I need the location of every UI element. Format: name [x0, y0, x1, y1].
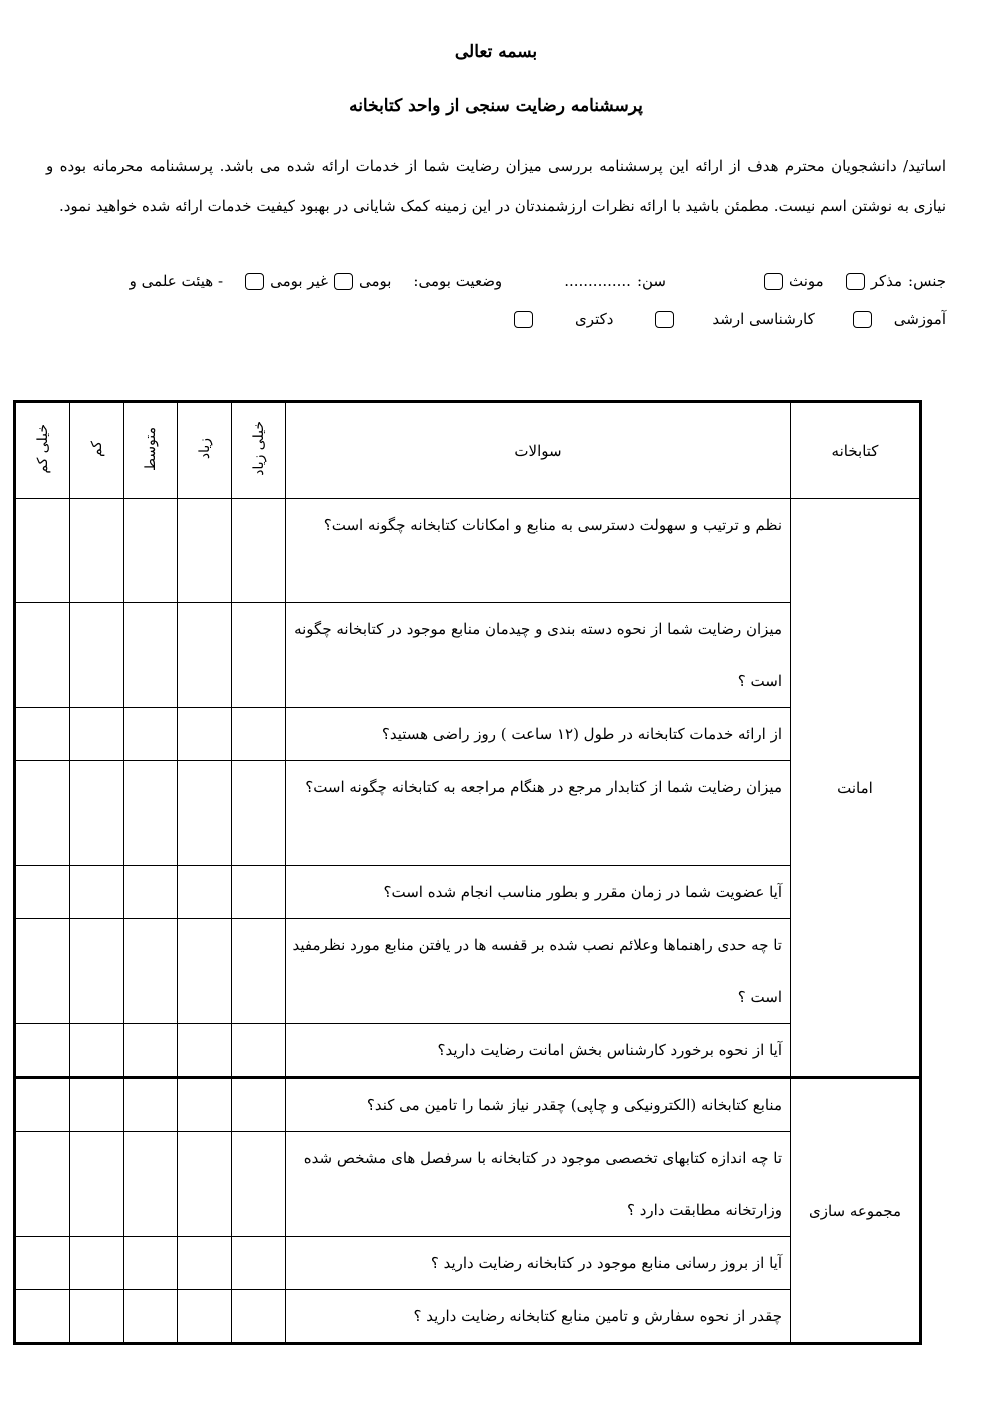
- answer-cell[interactable]: [178, 761, 232, 866]
- answer-cell[interactable]: [70, 499, 124, 603]
- phd-checkbox[interactable]: [514, 311, 533, 328]
- answer-cell[interactable]: [70, 1024, 124, 1078]
- question-text: آیا از نحوه برخورد کارشناس بخش امانت رضایت دارید؟: [286, 1024, 791, 1078]
- answer-cell[interactable]: [232, 1078, 286, 1132]
- table-row: [15, 1290, 921, 1344]
- header-very-high: خیلی زیاد: [232, 402, 286, 499]
- answer-cell[interactable]: [70, 761, 124, 866]
- phd-label: دکتری: [575, 310, 614, 328]
- answer-cell[interactable]: [124, 761, 178, 866]
- answer-cell[interactable]: [178, 1290, 232, 1344]
- answer-cell[interactable]: [15, 866, 70, 919]
- header-category: کتابخانه: [791, 402, 921, 499]
- answer-cell[interactable]: [70, 1290, 124, 1344]
- answer-cell[interactable]: [232, 866, 286, 919]
- answer-cell[interactable]: [232, 1237, 286, 1290]
- answer-cell[interactable]: [124, 1078, 178, 1132]
- masters-checkbox[interactable]: [655, 311, 674, 328]
- answer-cell[interactable]: [15, 919, 70, 1024]
- non-native-checkbox[interactable]: [245, 273, 264, 290]
- header-medium: متوسط: [124, 402, 178, 499]
- answer-cell[interactable]: [124, 499, 178, 603]
- answer-cell[interactable]: [232, 499, 286, 603]
- intro-paragraph: اساتید/ دانشجویان محترم هدف از ارائه این پرسشنامه بررسی میزان رضایت شما از خدمات ارائه شده می باشد. پرسشنامه محرمانه بوده و نیازی به نوشتن اسم نیست. مطمئن باشید با ارائه نظرات ارزشمندتان در این زمینه کمک شایانی در بهبود کیفیت خدمات ارائه شده خواهید نمود.: [46, 157, 946, 215]
- answer-cell[interactable]: [70, 1132, 124, 1237]
- category-collection: مجموعه سازی: [791, 1078, 921, 1344]
- role-row: [86, 310, 946, 328]
- question-text: از ارائه خدمات کتابخانه در طول (۱۲ ساعت ) روز راضی هستید؟: [286, 708, 791, 761]
- category-lending: امانت: [791, 499, 921, 1078]
- question-text: تا چه حدی راهنماها وعلائم نصب شده بر قفسه ها در یافتن منابع مورد نظرمفید است ؟: [286, 919, 791, 1024]
- faculty-label: - هیئت علمی و: [129, 272, 224, 290]
- question-text: نظم و ترتیب و سهولت دسترسی به منابع و امکانات کتابخانه چگونه است؟: [286, 499, 791, 603]
- header-very-low: خیلی کم: [15, 402, 70, 499]
- question-text: تا چه اندازه کتابهای تخصصی موجود در کتابخانه با سرفصل های مشخص شده وزارتخانه مطابقت دارد ؟: [286, 1132, 791, 1237]
- answer-cell[interactable]: [70, 919, 124, 1024]
- answer-cell[interactable]: [232, 761, 286, 866]
- table-row: [15, 1237, 921, 1290]
- answer-cell[interactable]: [232, 1290, 286, 1344]
- table-row: [15, 603, 921, 708]
- answer-cell[interactable]: [178, 1024, 232, 1078]
- answer-cell[interactable]: [15, 1290, 70, 1344]
- answer-cell[interactable]: [178, 603, 232, 708]
- answer-cell[interactable]: [15, 603, 70, 708]
- table-row: [15, 708, 921, 761]
- non-native-label: غیر بومی: [270, 272, 328, 290]
- answer-cell[interactable]: [15, 1237, 70, 1290]
- header-questions: سوالات: [286, 402, 791, 499]
- table-row: [15, 919, 921, 1024]
- answer-cell[interactable]: [178, 499, 232, 603]
- answer-cell[interactable]: [124, 1024, 178, 1078]
- native-checkbox[interactable]: [334, 273, 353, 290]
- table-row: [15, 499, 921, 603]
- table-row: [15, 866, 921, 919]
- answer-cell[interactable]: [70, 1237, 124, 1290]
- table-row: [15, 1078, 921, 1132]
- answer-cell[interactable]: [178, 866, 232, 919]
- header-low: کم: [70, 402, 124, 499]
- answer-cell[interactable]: [124, 866, 178, 919]
- male-checkbox[interactable]: [846, 273, 865, 290]
- answer-cell[interactable]: [178, 1132, 232, 1237]
- question-text: چقدر از نحوه سفارش و تامین منابع کتابخانه رضایت دارید ؟: [286, 1290, 791, 1344]
- answer-cell[interactable]: [124, 603, 178, 708]
- answer-cell[interactable]: [70, 708, 124, 761]
- answer-cell[interactable]: [15, 1132, 70, 1237]
- answer-cell[interactable]: [124, 1290, 178, 1344]
- answer-cell[interactable]: [232, 603, 286, 708]
- education-checkbox[interactable]: [853, 311, 872, 328]
- female-checkbox[interactable]: [764, 273, 783, 290]
- answer-cell[interactable]: [178, 1237, 232, 1290]
- question-text: آیا از بروز رسانی منابع موجود در کتابخانه رضایت دارید ؟: [286, 1237, 791, 1290]
- answer-cell[interactable]: [124, 708, 178, 761]
- native-status-label: وضعیت بومی:: [413, 272, 503, 290]
- education-label: آموزشی: [893, 310, 946, 328]
- answer-cell[interactable]: [178, 1078, 232, 1132]
- age-field[interactable]: ..............: [564, 272, 631, 290]
- answer-cell[interactable]: [232, 1132, 286, 1237]
- answer-cell[interactable]: [70, 1078, 124, 1132]
- answer-cell[interactable]: [15, 1078, 70, 1132]
- question-text: آیا عضویت شما در زمان مقرر و بطور مناسب انجام شده است؟: [286, 866, 791, 919]
- male-label: مذکر: [870, 272, 903, 290]
- answer-cell[interactable]: [178, 919, 232, 1024]
- header-high: زیاد: [178, 402, 232, 499]
- answer-cell[interactable]: [232, 919, 286, 1024]
- demographics-row: [86, 272, 946, 290]
- survey-table: [13, 400, 922, 1345]
- masters-label: کارشناسی ارشد: [712, 310, 815, 328]
- answer-cell[interactable]: [70, 603, 124, 708]
- answer-cell[interactable]: [70, 866, 124, 919]
- answer-cell[interactable]: [15, 499, 70, 603]
- answer-cell[interactable]: [178, 708, 232, 761]
- native-label: بومی: [358, 272, 392, 290]
- answer-cell[interactable]: [124, 1132, 178, 1237]
- answer-cell[interactable]: [15, 1024, 70, 1078]
- answer-cell[interactable]: [124, 919, 178, 1024]
- question-text: منابع کتابخانه (الکترونیکی و چاپی) چقدر نیاز شما را تامین می کند؟: [286, 1078, 791, 1132]
- table-row: [15, 761, 921, 866]
- question-text: میزان رضایت شما از کتابدار مرجع در هنگام مراجعه به کتابخانه چگونه است؟: [286, 761, 791, 866]
- answer-cell[interactable]: [232, 708, 286, 761]
- table-header-row: [15, 402, 921, 499]
- page-title: پرسشنامه رضایت سنجی از واحد کتابخانه: [349, 96, 643, 116]
- age-label: سن:: [636, 272, 666, 290]
- answer-cell[interactable]: [124, 1237, 178, 1290]
- gender-label: جنس:: [908, 272, 946, 290]
- female-label: مونث: [789, 272, 824, 290]
- answer-cell[interactable]: [232, 1024, 286, 1078]
- question-text: میزان رضایت شما از نحوه دسته بندی و چیدمان منابع موجود در کتابخانه چگونه است ؟: [286, 603, 791, 708]
- bismillah-heading: بسمه تعالی: [454, 42, 538, 62]
- table-row: [15, 1132, 921, 1237]
- table-row: [15, 1024, 921, 1078]
- answer-cell[interactable]: [15, 761, 70, 866]
- answer-cell[interactable]: [15, 708, 70, 761]
